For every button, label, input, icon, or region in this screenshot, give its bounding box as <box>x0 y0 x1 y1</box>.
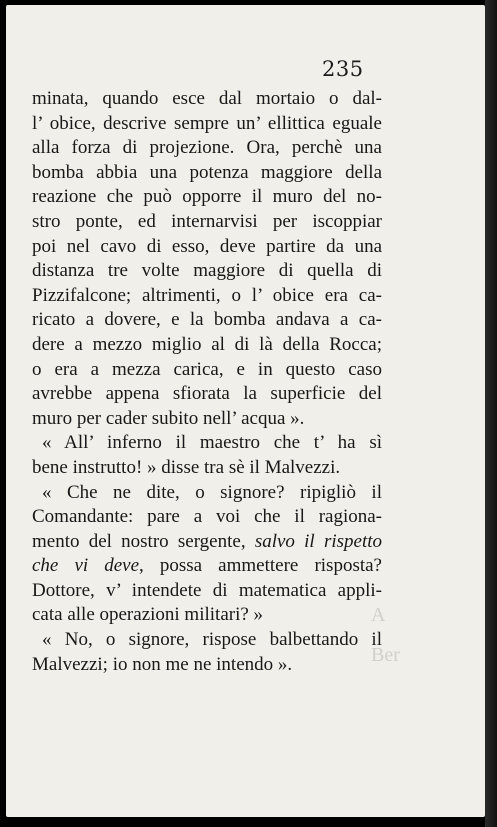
line-text: dere a mezzo miglio al di là della Rocca; <box>32 333 382 355</box>
text-line-4 <box>32 161 382 186</box>
line-text: bene instrutto! » disse tra sè il Malvezzi. <box>32 456 341 478</box>
text-line-10 <box>32 308 382 333</box>
line-text: mento del nostro sergente, <box>32 530 246 552</box>
italic-phrase: che vi deve <box>32 555 140 577</box>
line-text: minata, quando esce dal mortaio o dal- <box>32 88 382 109</box>
italic-phrase: salvo il rispetto <box>254 530 382 552</box>
text-line-17 <box>32 481 382 506</box>
line-text: bomba abbia una potenza maggiore della <box>32 161 382 183</box>
text-line-1 <box>32 87 382 112</box>
text-line-14 <box>32 407 382 432</box>
line-text: Dottore, v’ intendete di matematica appli- <box>32 579 382 601</box>
text-line-12 <box>32 358 382 383</box>
text-line-5 <box>32 185 382 210</box>
scan-edge <box>485 0 497 827</box>
text-line-23 <box>32 628 382 653</box>
text-line-24 <box>32 653 382 678</box>
text-line-6 <box>32 210 382 235</box>
line-text: Pizzifalcone; altrimenti, o l’ obice era ca- <box>32 284 382 306</box>
text-line-9 <box>32 284 382 309</box>
page-number: 235 <box>322 57 364 81</box>
line-text: « No, o signore, rispose balbettando il <box>42 629 382 651</box>
bleed-through-line: A <box>371 604 386 626</box>
line-text: reazione che può opporre il muro del no- <box>32 186 382 208</box>
text-line-18 <box>32 505 382 530</box>
bleed-through-text <box>371 595 400 675</box>
text-line-7 <box>32 235 382 260</box>
text-line-2 <box>32 112 382 137</box>
line-text: cata alle operazioni militari? » <box>32 604 264 626</box>
text-line-8 <box>32 259 382 284</box>
text-line-13 <box>32 382 382 407</box>
line-text: avrebbe appena sfiorata la superficie del <box>32 383 382 405</box>
line-text: « Che ne dite, o signore? ripigliò il <box>42 481 382 503</box>
line-text: poi nel cavo di esso, deve partire da una <box>32 235 382 257</box>
line-text: Comandante: pare a voi che il ragiona- <box>32 506 382 528</box>
line-text: « All’ inferno il maestro che t’ ha sì <box>42 432 382 454</box>
line-text: o era a mezza carica, e in questo caso <box>32 358 382 380</box>
line-text: Malvezzi; io non me ne intendo ». <box>32 653 293 675</box>
page-text <box>32 87 382 677</box>
line-text: distanza tre volte maggiore di quella di <box>32 260 382 282</box>
line-text: stro ponte, ed internarvisi per iscoppiar <box>32 210 382 232</box>
book-page <box>6 5 485 817</box>
text-line-22 <box>32 603 382 628</box>
text-line-21 <box>32 579 382 604</box>
bleed-through-line: Ber <box>371 644 400 666</box>
text-line-16 <box>32 456 382 481</box>
text-line-19 <box>32 530 382 555</box>
line-text: ricato a dovere, e la bomba andava a ca- <box>32 309 382 331</box>
line-text: alla forza di projezione. Ora, perchè una <box>32 137 382 159</box>
line-text: l’ obice, descrive sempre un’ ellittica eguale <box>32 112 382 134</box>
line-text: muro per cader subito nell’ acqua ». <box>32 407 305 429</box>
text-line-20 <box>32 554 382 579</box>
text-line-11 <box>32 333 382 358</box>
text-line-3 <box>32 136 382 161</box>
line-text: , possa ammettere risposta? <box>139 555 382 577</box>
text-line-15 <box>32 431 382 456</box>
